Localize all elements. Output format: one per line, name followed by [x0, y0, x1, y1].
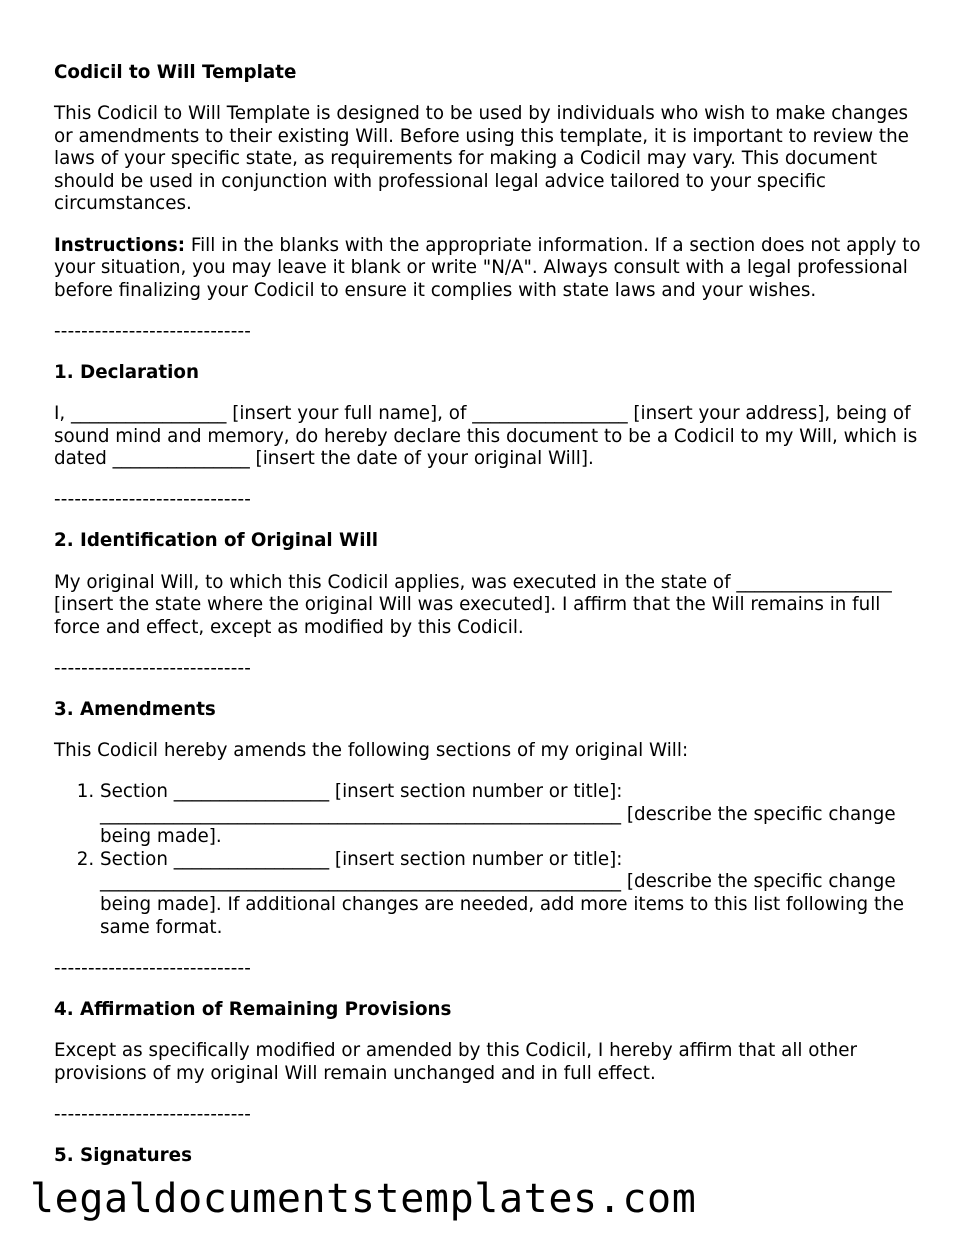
affirmation-body: Except as specifically modified or amended by this Codicil, I hereby affirm that all other provisions of my original Will remain unchanged and in full effect.: [54, 1039, 858, 1084]
declaration-body: I, _________________ [insert your full name], of _________________ [insert your address], being of sound mind and memory, do hereby declare this document to be a Codicil to my Will, which is dated _______________ [insert the date of your original Will].: [54, 403, 918, 470]
identification-body: My original Will, to which this Codicil applies, was executed in the state of _________________ [insert the state where the original Will was executed]. I affirm that the Will remains in full force and effect, except as modified by this Codicil.: [54, 571, 892, 638]
intro-paragraph: This Codicil to Will Template is designed to be used by individuals who wish to make changes or amendments to their existing Will. Before using this template, it is important to review the laws of your specific state, as requirements for making a Codicil may vary. This document should be used in conjunction with professional legal advice tailored to your specific circumstances.: [54, 103, 909, 215]
declaration-heading: 1. Declaration: [54, 361, 199, 383]
identification-heading: 2. Identification of Original Will: [54, 530, 379, 552]
section-separator: -----------------------------: [54, 657, 252, 679]
amendments-list: [54, 781, 924, 939]
section-separator: -----------------------------: [54, 320, 252, 342]
amendment-item: 2. Section _________________ [insert section number or title]: _________________________________________________________ [describe the specific change being made]. If additional changes are needed, add more items to this list following the same format.: [100, 849, 924, 939]
document-page: [54, 62, 924, 1186]
signatures-heading: 5. Signatures: [54, 1144, 192, 1166]
site-watermark: legaldocumentstemplates.com: [30, 1176, 697, 1222]
document-title: Codicil to Will Template: [54, 62, 297, 83]
amendments-intro: This Codicil hereby amends the following sections of my original Will:: [54, 739, 689, 761]
instructions-paragraph: [54, 235, 924, 303]
amendments-heading: 3. Amendments: [54, 698, 216, 720]
section-separator: -----------------------------: [54, 489, 252, 511]
affirmation-heading: 4. Affirmation of Remaining Provisions: [54, 998, 452, 1020]
section-separator: -----------------------------: [54, 957, 252, 979]
instructions-text: Fill in the blanks with the appropriate information. If a section does not apply to your situation, you may leave it blank or write "N/A". Always consult with a legal professional before finalizing your Codicil to ensure it complies with state laws and your wishes.: [54, 234, 921, 301]
instructions-label: Instructions:: [54, 234, 186, 256]
amendment-item: 1. Section _________________ [insert section number or title]: _________________________________________________________ [describe the specific change being made].: [100, 781, 924, 849]
section-separator: -----------------------------: [54, 1103, 252, 1125]
